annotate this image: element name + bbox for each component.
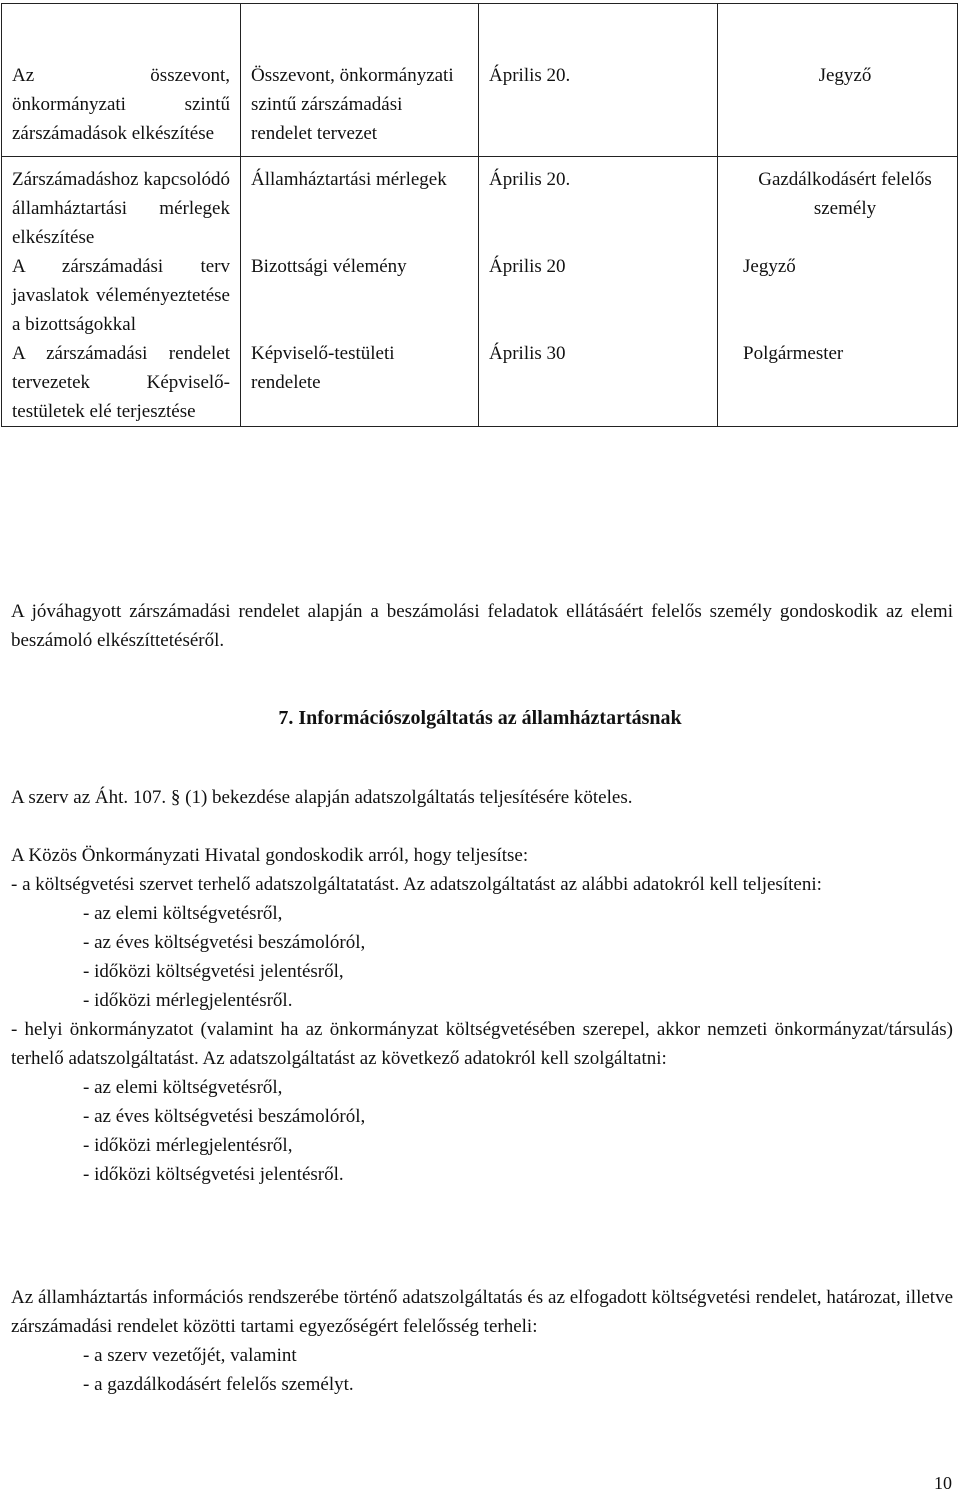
document-cell: Képviselő-testületi rendelete	[241, 339, 479, 427]
responsible-cell: Jegyző	[718, 4, 958, 157]
schedule-table	[1, 3, 958, 427]
responsible-cell: Gazdálkodásért felelős személy	[718, 157, 958, 253]
list-item: - időközi költségvetési jelentésről.	[83, 1164, 344, 1185]
deadline-cell: Április 20	[479, 252, 718, 339]
list-item: - az elemi költségvetésről,	[83, 903, 283, 924]
list-item: - a gazdálkodásért felelős személyt.	[83, 1374, 354, 1395]
table-row	[2, 157, 958, 253]
page-number: 10	[934, 1473, 952, 1493]
table-row	[2, 252, 958, 339]
aht-paragraph: A szerv az Áht. 107. § (1) bekezdése alapján adatszolgáltatás teljesítésére köteles.	[11, 787, 633, 808]
deadline-cell: Április 20.	[479, 157, 718, 253]
approval-paragraph: A jóváhagyott zárszámadási rendelet alapján a beszámolási feladatok ellátásáért felelős személy gondoskodik az elemi beszámoló elkészíttetéséről.	[11, 601, 953, 651]
responsible-cell: Polgármester	[718, 339, 958, 427]
hivatal-section	[11, 841, 953, 1189]
task-cell: Az összevont, önkormányzati szintű zárszámadások elkészítése	[2, 4, 241, 157]
section-heading: 7. Információszolgáltatás az államháztartásnak	[278, 707, 682, 729]
deadline-cell: Április 20.	[479, 4, 718, 157]
hivatal-intro: A Közös Önkormányzati Hivatal gondoskodik arról, hogy teljesítse:	[11, 845, 529, 866]
responsible-cell: Jegyző	[718, 252, 958, 339]
deadline-cell: Április 30	[479, 339, 718, 427]
task-cell: A zárszámadási terv javaslatok véleményeztetése a bizottságokkal	[2, 252, 241, 339]
list-item: - időközi mérlegjelentésről.	[83, 990, 293, 1011]
budget-entity-paragraph: - a költségvetési szervet terhelő adatszolgáltatatást. Az adatszolgáltatást az alábbi adatokról kell teljesíteni:	[11, 874, 822, 895]
list-item: - időközi költségvetési jelentésről,	[83, 961, 344, 982]
responsibility-section	[11, 1283, 953, 1399]
list-item: - az elemi költségvetésről,	[83, 1077, 283, 1098]
task-cell: A zárszámadási rendelet tervezetek Képviselő-testületek elé terjesztése	[2, 339, 241, 427]
responsibility-paragraph: Az államháztartás információs rendszerébe történő adatszolgáltatás és az elfogadott költségvetési rendelet, határozat, illetve zárszámadási rendelet közötti tartami egyezőségért felelősség terheli:	[11, 1287, 953, 1337]
document-cell: Államháztartási mérlegek	[241, 157, 479, 253]
list-item: - az éves költségvetési beszámolóról,	[83, 932, 366, 953]
task-cell: Zárszámadáshoz kapcsolódó államháztartási mérlegek elkészítése	[2, 157, 241, 253]
local-government-paragraph: - helyi önkormányzatot (valamint ha az önkormányzat költségvetésében szerepel, akkor nemzeti önkormányzat/társulás) terhelő adatszolgáltatást. Az adatszolgáltatást az következő adatokról kell szolgáltatni:	[11, 1019, 953, 1069]
list-item: - időközi mérlegjelentésről,	[83, 1135, 293, 1156]
document-cell: Bizottsági vélemény	[241, 252, 479, 339]
document-cell: Összevont, önkormányzati szintű zárszámadási rendelet tervezet	[241, 4, 479, 157]
list-item: - a szerv vezetőjét, valamint	[83, 1345, 297, 1366]
table-row	[2, 339, 958, 427]
list-item: - az éves költségvetési beszámolóról,	[83, 1106, 366, 1127]
table-row	[2, 4, 958, 157]
